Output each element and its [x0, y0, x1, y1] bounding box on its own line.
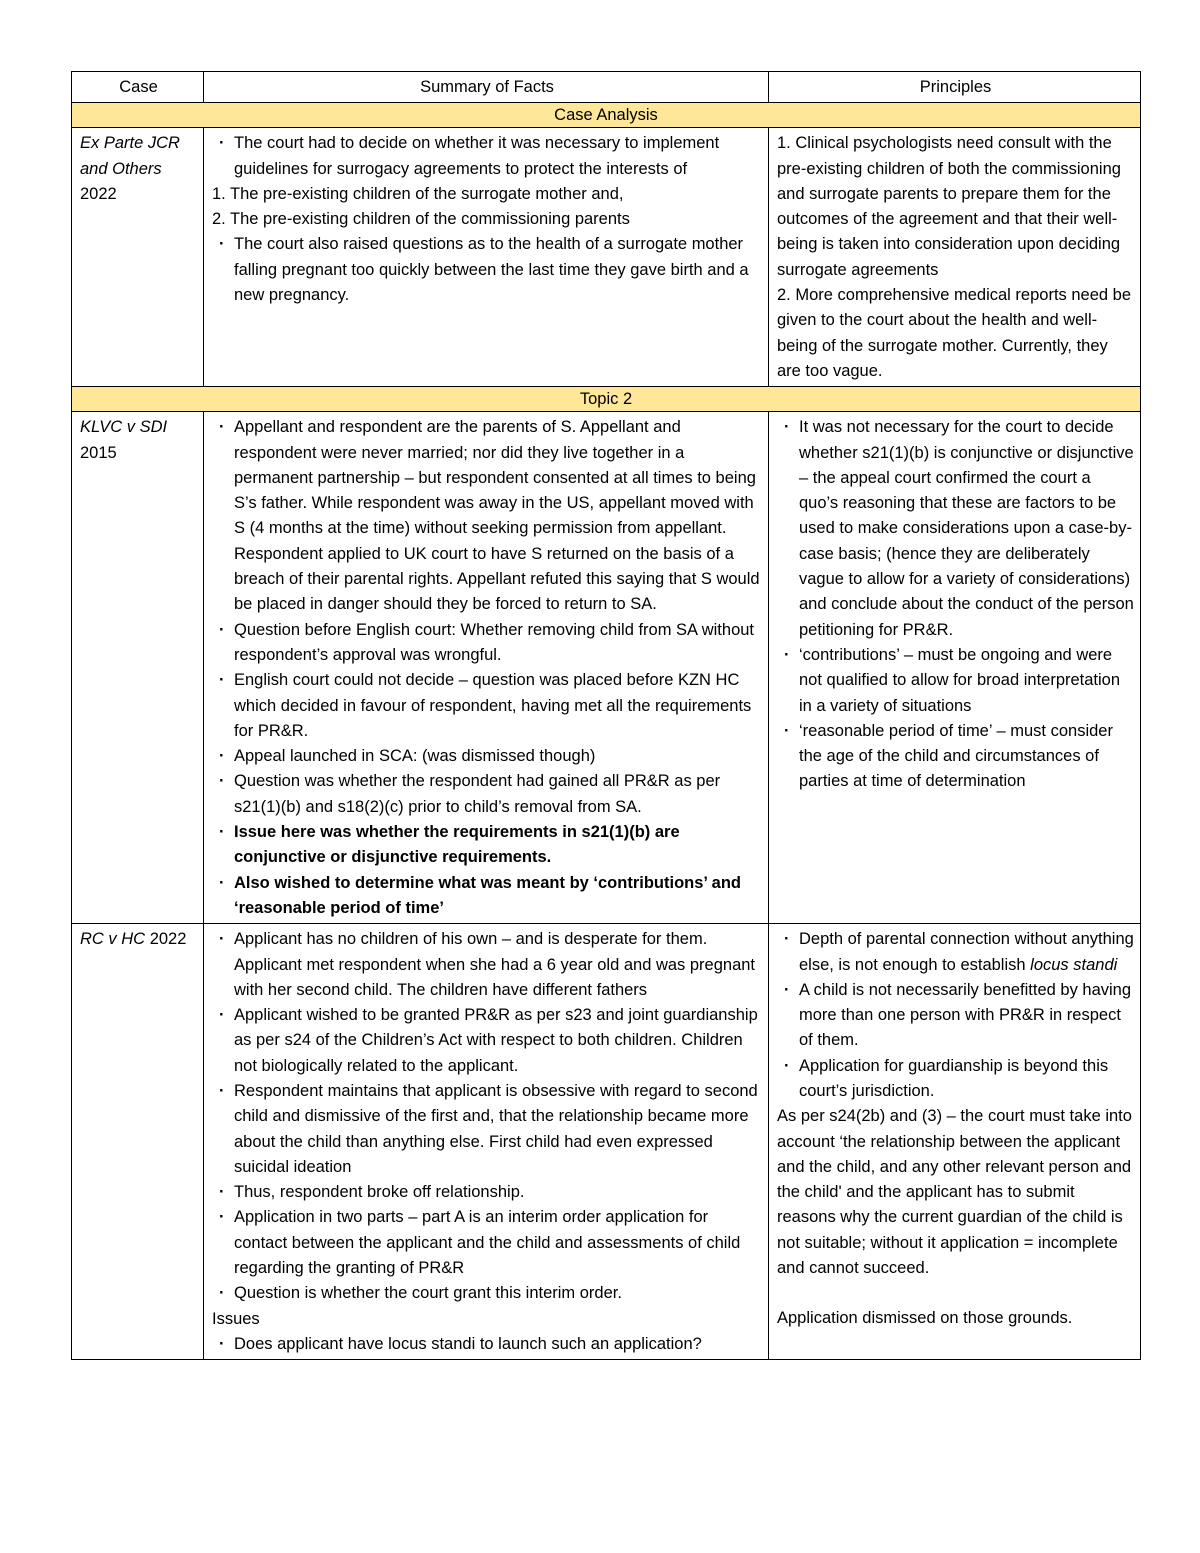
principles-list	[777, 927, 1134, 1104]
facts-list	[212, 232, 762, 308]
list-item: · Does applicant have locus standi to launch such an application?	[212, 1332, 762, 1357]
list-text: The pre-existing children of the surrogate mother and,	[230, 184, 624, 203]
list-item: · Issue here was whether the requirements in s21(1)(b) are conjunctive or disjunctive requirements.	[212, 820, 762, 871]
case-year: 2022	[149, 930, 187, 949]
list-item: · The court had to decide on whether it was necessary to implement guidelines for surrogacy agreements to protect the interests of	[212, 131, 762, 182]
paragraph-spacer	[777, 1281, 1134, 1306]
table-row	[72, 412, 1141, 924]
list-item: · Also wished to determine what was meant by ‘contributions’ and ‘reasonable period of time’	[212, 871, 762, 922]
list-item: · Applicant has no children of his own – and is desperate for them. Applicant met respondent when she had a 6 year old and was pregnant with her second child. The children have different fathers	[212, 927, 762, 1003]
list-item: · Applicant wished to be granted PR&R as per s23 and joint guardianship as per s24 of the Children’s Act with respect to both children. Children not biologically related to the applicant.	[212, 1003, 762, 1079]
principles-list	[777, 415, 1134, 794]
section-row-case-analysis	[72, 103, 1141, 128]
list-item: · A child is not necessarily benefitted by having more than one person with PR&R in respect of them.	[777, 978, 1134, 1054]
list-item: · Question is whether the court grant this interim order.	[212, 1281, 762, 1306]
case-analysis-document	[71, 71, 1140, 1360]
principle-text: 1. Clinical psychologists need consult with the pre-existing children of both the commissioning and surrogate parents to prepare them for the outcomes of the agreement and that their well-being is taken into consideration upon deciding surrogate agreements	[777, 134, 1121, 279]
facts-cell	[204, 412, 769, 924]
list-item: · Appeal launched in SCA: (was dismissed though)	[212, 744, 762, 769]
list-number: 1.	[212, 184, 226, 203]
list-item: · Question before English court: Whether removing child from SA without respondent’s approval was wrongful.	[212, 618, 762, 669]
section-row-topic-2	[72, 387, 1141, 412]
list-item: · The court also raised questions as to the health of a surrogate mother falling pregnant too quickly between the last time they gave birth and a new pregnancy.	[212, 232, 762, 308]
list-item: · Respondent maintains that applicant is obsessive with regard to second child and dismissive of the first and, that the relationship became more about the child than anything else. First child had even expressed suicidal ideation	[212, 1079, 762, 1180]
case-cell	[72, 412, 204, 924]
list-item	[212, 182, 762, 207]
case-cell	[72, 128, 204, 387]
case-name: Ex Parte JCR and Others	[80, 134, 180, 178]
section-title-topic-2: Topic 2	[72, 387, 1141, 412]
case-year: 2015	[80, 443, 117, 462]
case-name: RC v HC 2022	[80, 930, 187, 949]
facts-cell	[204, 924, 769, 1360]
principles-cell	[769, 924, 1141, 1360]
table-header-row	[72, 72, 1141, 103]
table-row	[72, 924, 1141, 1360]
facts-cell	[204, 128, 769, 387]
case-cell	[72, 924, 204, 1360]
list-item: · Application in two parts – part A is an interim order application for contact between the applicant and the child and assessments of child regarding the granting of PR&R	[212, 1205, 762, 1281]
principles-cell	[769, 412, 1141, 924]
case-name: KLVC v SDI	[80, 418, 168, 437]
table-row	[72, 128, 1141, 387]
principle-conclusion: Application dismissed on those grounds.	[777, 1309, 1073, 1328]
list-item: · Application for guardianship is beyond this court’s jurisdiction.	[777, 1054, 1134, 1105]
header-case: Case	[72, 72, 204, 103]
principle-paragraph: As per s24(2b) and (3) – the court must take into account ‘the relationship between the applicant and the child, and any other relevant person and the child' and the applicant has to submit reasons why the current guardian of the child is not suitable; without it application = incomplete and cannot succeed.	[777, 1107, 1132, 1278]
section-title-case-analysis: Case Analysis	[72, 103, 1141, 128]
list-item: · ‘reasonable period of time’ – must consider the age of the child and circumstances of parties at time of determination	[777, 719, 1134, 795]
header-principles: Principles	[769, 72, 1141, 103]
list-number: 2.	[212, 210, 226, 229]
issues-list	[212, 1332, 762, 1357]
list-item: · Question was whether the respondent had gained all PR&R as per s21(1)(b) and s18(2)(c) prior to child’s removal from SA.	[212, 769, 762, 820]
list-item: · Appellant and respondent are the parents of S. Appellant and respondent were never married; nor did they live together in a permanent partnership – but respondent consented at all times to being S’s father. While respondent was away in the US, appellant moved with S (4 months at the time) without seeking permission from appellant. Respondent applied to UK court to have S returned on the basis of a breach of their parental rights. Appellant refuted this saying that S would be placed in danger should they be forced to return to SA.	[212, 415, 762, 617]
list-text: The pre-existing children of the commissioning parents	[230, 210, 630, 229]
principles-cell	[769, 128, 1141, 387]
facts-list	[212, 131, 762, 182]
facts-list	[212, 415, 762, 921]
header-summary-of-facts: Summary of Facts	[204, 72, 769, 103]
list-item	[212, 207, 762, 232]
list-item: · Depth of parental connection without anything else, is not enough to establish locus standi	[777, 927, 1134, 978]
list-item: · English court could not decide – question was placed before KZN HC which decided in favour of respondent, having met all the requirements for PR&R.	[212, 668, 762, 744]
locus-standi-italic: locus standi	[1030, 955, 1118, 974]
list-item: · ‘contributions’ – must be ongoing and were not qualified to allow for broad interpretation in a variety of situations	[777, 643, 1134, 719]
case-table	[71, 71, 1141, 1360]
facts-list	[212, 927, 762, 1306]
issues-label: Issues	[212, 1309, 260, 1328]
case-year: 2022	[80, 184, 117, 203]
facts-numbered-list	[212, 182, 762, 233]
list-item: · Thus, respondent broke off relationship.	[212, 1180, 762, 1205]
principle-text: 2. More comprehensive medical reports need be given to the court about the health and well-being of the surrogate mother. Currently, they are too vague.	[777, 286, 1132, 380]
list-item: · It was not necessary for the court to decide whether s21(1)(b) is conjunctive or disjunctive – the appeal court confirmed the court a quo’s reasoning that these are factors to be used to make considerations upon a case-by-case basis; (hence they are deliberately vague to allow for a variety of considerations) and conclude about the conduct of the person petitioning for PR&R.	[777, 415, 1134, 643]
